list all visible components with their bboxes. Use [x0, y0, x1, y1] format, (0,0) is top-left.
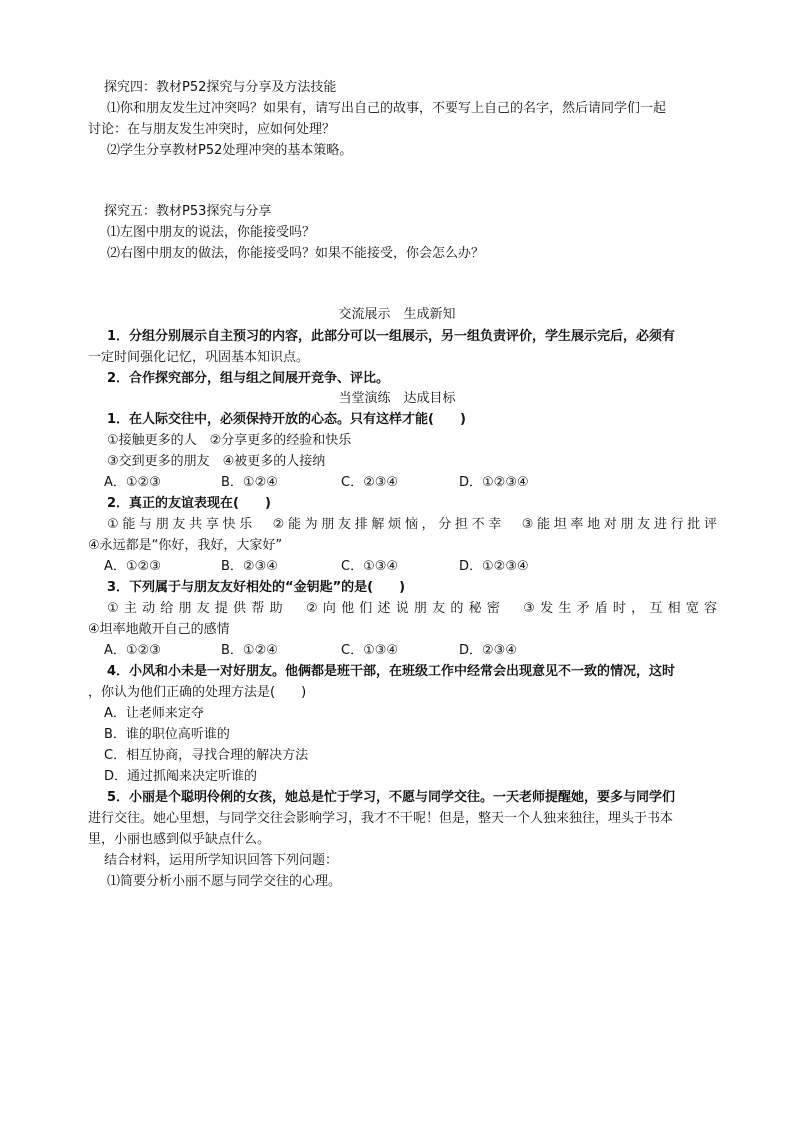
q5-line2: 进行交往。她心里想，与同学交往会影响学习，我才不干呢！但是，整天一个人独来独往，埋头于书本	[88, 811, 674, 826]
q2-option-a: A．①②③	[104, 559, 161, 574]
q3-options	[0, 642, 794, 660]
q1-option-d: D．①②③④	[459, 475, 529, 490]
q1-options	[0, 474, 794, 492]
exchange-item1-line1: 1．分组分别展示自主预习的内容，此部分可以一组展示，另一组负责评价，学生展示完后，必须有	[107, 329, 676, 344]
q2-choice-line2: ④永远都是“你好，我好，大家好”	[88, 538, 283, 553]
q2-option-d: D．①②③④	[459, 559, 529, 574]
q1-choice-line1: ①接触更多的人 ②分享更多的经验和快乐	[107, 433, 352, 448]
explore5-q2: ⑵右图中朋友的做法，你能接受吗？如果不能接受，你会怎么办？	[107, 246, 485, 261]
q1-choice-line2: ③交到更多的朋友 ④被更多的人接纳	[107, 454, 326, 469]
q3-choice-line2: ④坦率地敞开自己的感情	[88, 622, 230, 637]
q3-option-c: C．①③④	[341, 643, 399, 658]
q5-instruction: 结合材料，运用所学知识回答下列问题：	[104, 853, 339, 868]
explore4-q1-line1: ⑴你和朋友发生过冲突吗？如果有，请写出自己的故事，不要写上自己的名字，然后请同学们一起	[107, 101, 667, 116]
explore5-title: 探究五：教材P53探究与分享	[104, 204, 272, 219]
explore4-title: 探究四：教材P52探究与分享及方法技能	[104, 80, 337, 95]
q1-stem: 1．在人际交往中，必须保持开放的心态。只有这样才能( )	[107, 412, 466, 427]
q4-option-b: B．谁的职位高听谁的	[104, 727, 230, 742]
exchange-item1-line2: 一定时间强化记忆，巩固基本知识点。	[88, 350, 310, 365]
q4-stem-line2: ，你认为他们正确的处理方法是( )	[88, 685, 307, 700]
q1-option-c: C．②③④	[341, 475, 399, 490]
q4-option-c: C．相互协商，寻找合理的解决方法	[104, 748, 309, 763]
explore4-q1-line2: 讨论：在与朋友发生冲突时，应如何处理？	[88, 122, 336, 137]
q2-option-c: C．①③④	[341, 559, 399, 574]
exchange-item2: 2．合作探究部分，组与组之间展开竞争、评比。	[107, 371, 390, 386]
q2-option-b: B．②③④	[221, 559, 278, 574]
q4-option-d: D．通过抓阄来决定听谁的	[104, 769, 258, 784]
q3-option-b: B．①②④	[221, 643, 278, 658]
q1-option-a: A．①②③	[104, 475, 161, 490]
practice-heading: 当堂演练 达成目标	[338, 391, 456, 406]
q4-stem-line1: 4．小风和小未是一对好朋友。他俩都是班干部，在班级工作中经常会出现意见不一致的情况，这时	[107, 664, 676, 679]
q3-choice-line1: ①主动给朋友提供帮助 ②向他们述说朋友的秘密 ③发生矛盾时，互相宽容	[107, 601, 717, 616]
q4-option-a: A．让老师来定夺	[104, 706, 204, 721]
q5-line1: 5．小丽是个聪明伶俐的女孩，她总是忙于学习，不愿与同学交往。一天老师提醒她，要多与同学们	[107, 790, 676, 805]
exchange-heading: 交流展示 生成新知	[338, 307, 456, 322]
q1-option-b: B．①②④	[221, 475, 278, 490]
explore4-q2: ⑵学生分享教材P52处理冲突的基本策略。	[107, 143, 353, 158]
q2-choice-line1: ①能与朋友共享快乐 ②能为朋友排解烦恼，分担不幸 ③能坦率地对朋友进行批评	[107, 517, 717, 532]
q2-options	[0, 558, 794, 576]
q3-stem: 3．下列属于与朋友友好相处的“金钥匙”的是( )	[107, 580, 406, 595]
q3-option-a: A．①②③	[104, 643, 161, 658]
explore5-q1: ⑴左图中朋友的说法，你能接受吗？	[107, 225, 316, 240]
q5-line3: 里，小丽也感到似乎缺点什么。	[88, 832, 271, 847]
q3-option-d: D．②③④	[459, 643, 517, 658]
q2-stem: 2．真正的友谊表现在( )	[107, 496, 271, 511]
q5-sub1: ⑴简要分析小丽不愿与同学交往的心理。	[107, 874, 342, 889]
